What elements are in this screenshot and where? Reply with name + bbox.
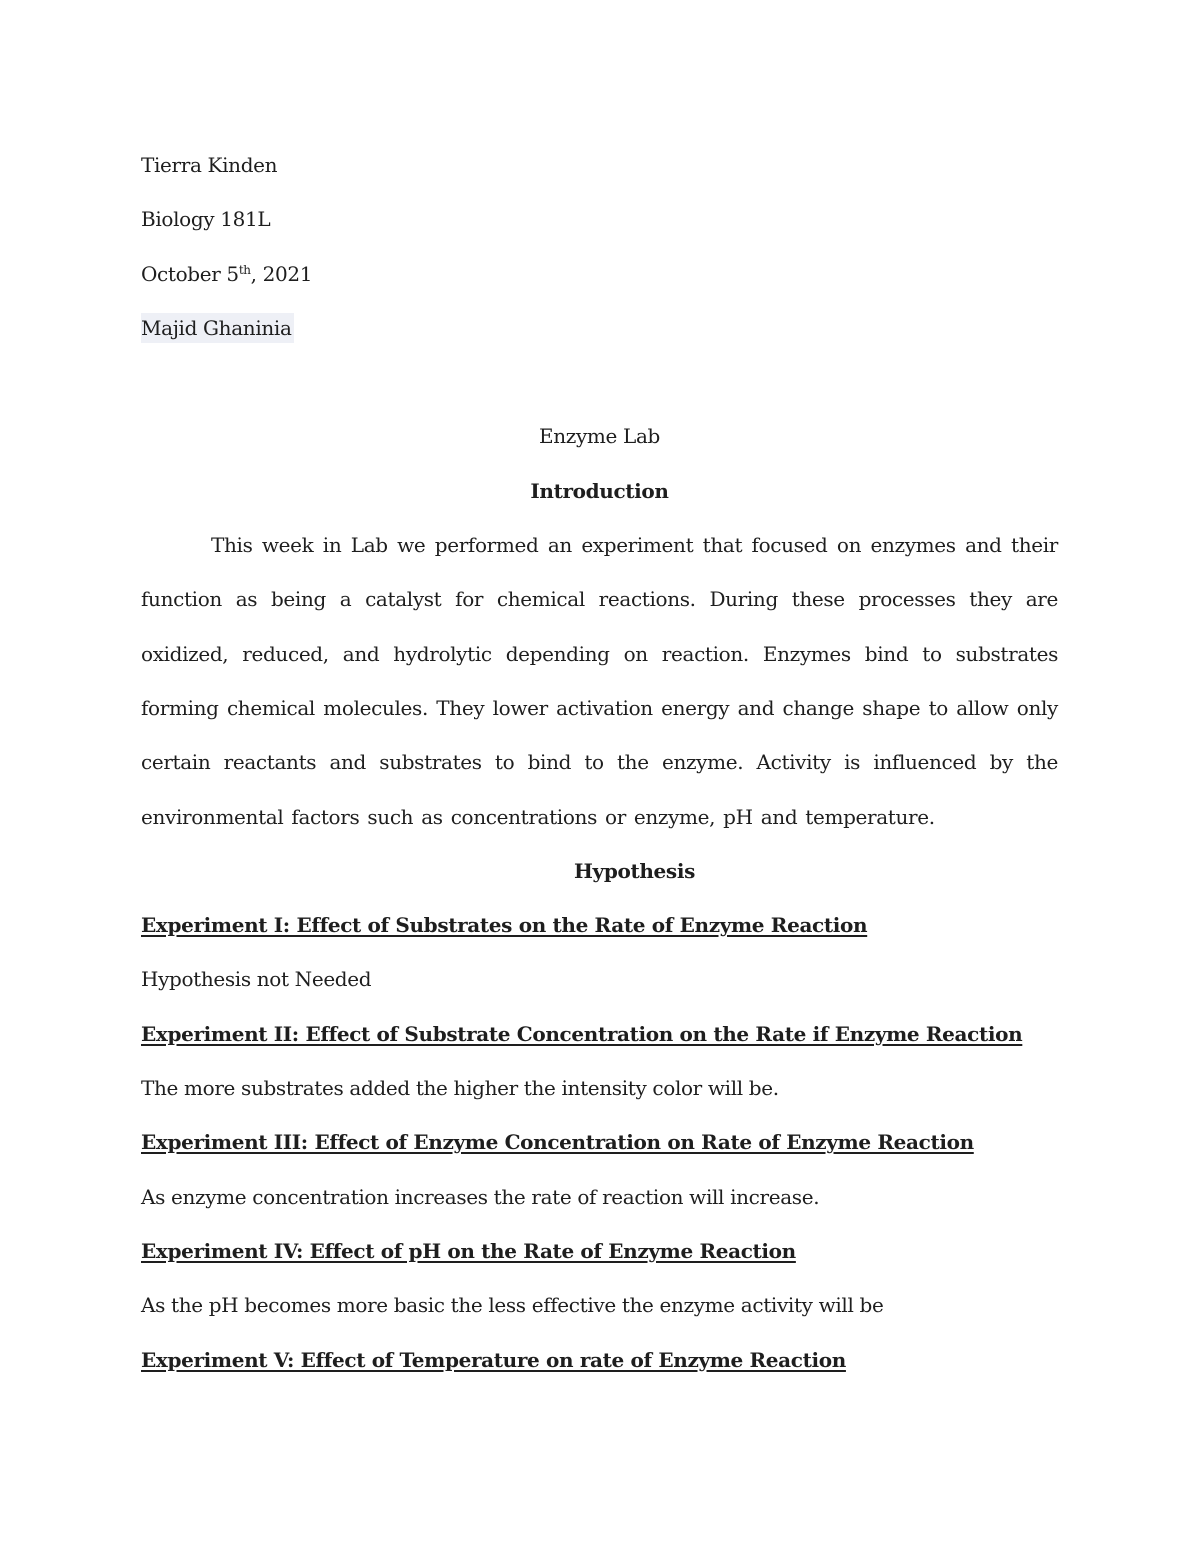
- experiment-1-title: Experiment I: Effect of Substrates on the Rate of Enzyme Reaction: [141, 913, 868, 938]
- instructor-line: [141, 301, 1058, 355]
- experiment-4-title: Experiment IV: Effect of pH on the Rate of Enzyme Reaction: [141, 1238, 796, 1263]
- date-superscript: th: [238, 262, 251, 277]
- course-name: Biology 181L: [141, 207, 271, 232]
- experiment-4-hypothesis: As the pH becomes more basic the less effective the enzyme activity will be: [141, 1293, 884, 1318]
- document-date: [141, 247, 1058, 301]
- instructor-name: Majid Ghaninia: [141, 313, 294, 343]
- document-body: [141, 138, 1058, 1387]
- experiment-3-hypothesis: As enzyme concentration increases the rate of reaction will increase.: [141, 1184, 820, 1209]
- author-name: Tierra Kinden: [141, 153, 278, 177]
- hypothesis-heading: Hypothesis: [574, 858, 695, 883]
- date-prefix: October 5: [141, 261, 239, 286]
- introduction-heading: Introduction: [530, 478, 669, 503]
- experiment-5-title: Experiment V: Effect of Temperature on rate of Enzyme Reaction: [141, 1347, 846, 1372]
- document-title: Enzyme Lab: [539, 424, 660, 449]
- experiment-2-title: Experiment II: Effect of Substrate Concentration on the Rate if Enzyme Reaction: [141, 1021, 1023, 1046]
- experiment-2-hypothesis: The more substrates added the higher the intensity color will be.: [141, 1076, 779, 1101]
- experiment-1-hypothesis: Hypothesis not Needed: [141, 967, 372, 992]
- experiment-3-title: Experiment III: Effect of Enzyme Concentration on Rate of Enzyme Reaction: [141, 1130, 974, 1155]
- blank-line: [141, 355, 1058, 409]
- introduction-paragraph: This week in Lab we performed an experiment that focused on enzymes and their function as being a catalyst for chemical reactions. During these processes they are oxidized, reduced, and hydrolytic depending on reaction. Enzymes bind to substrates forming chemical molecules. They lower activation energy and change shape to allow only certain reactants and substrates to bind to the enzyme. Activity is influenced by the environmental factors such as concentrations or enzyme, pH and temperature.: [141, 533, 1058, 829]
- date-suffix: , 2021: [250, 261, 313, 286]
